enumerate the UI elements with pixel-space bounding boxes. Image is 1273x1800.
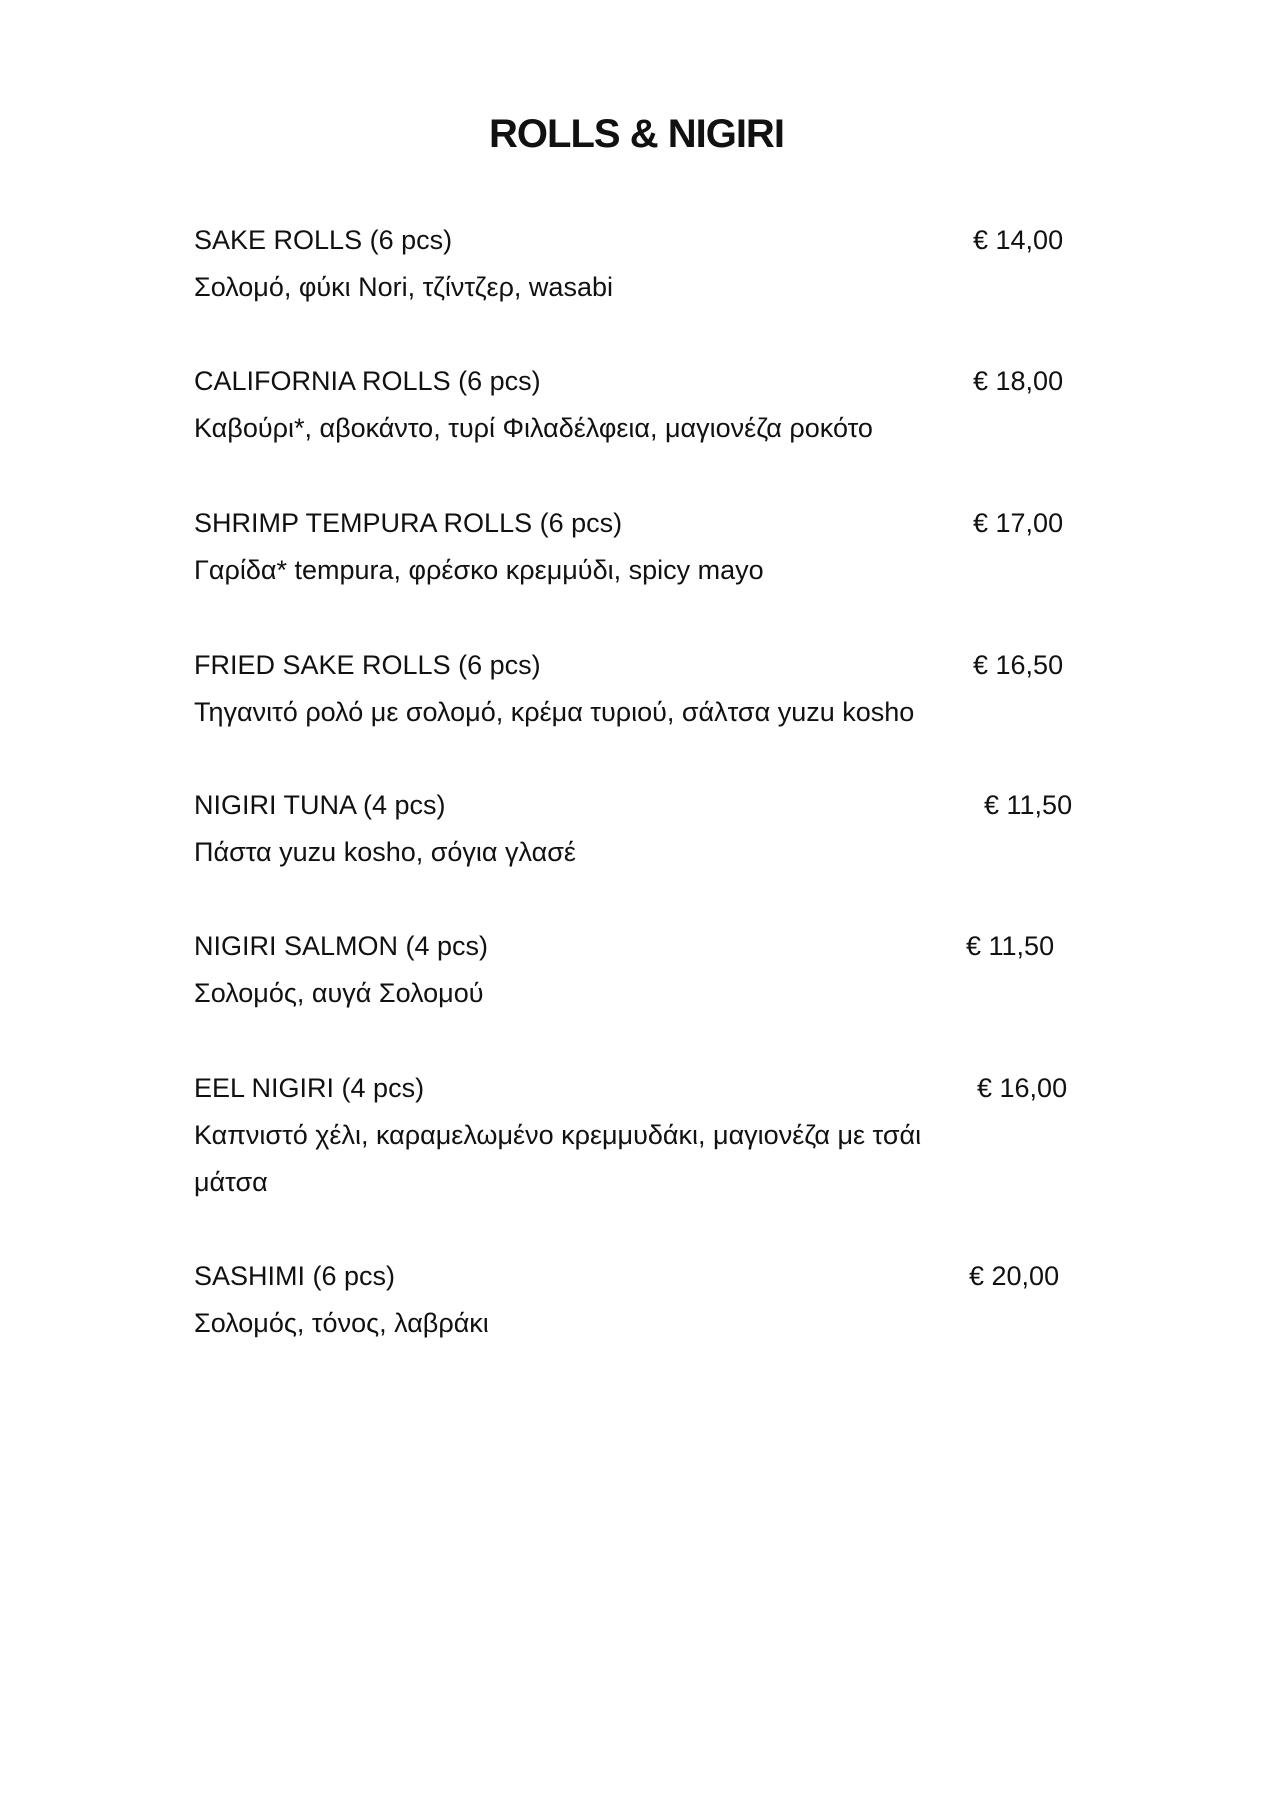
- menu-item-name: EEL NIGIRI (4 pcs): [194, 1073, 425, 1103]
- menu-item-price: € 16,00: [977, 1073, 1068, 1103]
- menu-item-description: Σολομός, αυγά Σολομού: [194, 978, 484, 1008]
- menu-item-price: € 20,00: [969, 1261, 1060, 1291]
- menu-item-description: Τηγανιτό ρολό με σολομό, κρέμα τυριού, σάλτσα yuzu kosho: [194, 697, 915, 727]
- menu-item-description: Καπνιστό χέλι, καραμελωμένο κρεμμυδάκι, μαγιονέζα με τσάι: [194, 1120, 922, 1150]
- menu-item-name: NIGIRI SALMON (4 pcs): [194, 931, 489, 961]
- menu-item-name: SAKE ROLLS (6 pcs): [194, 225, 453, 255]
- menu-item-name: NIGIRI TUNA (4 pcs): [194, 790, 446, 820]
- menu-item-description: Πάστα yuzu kosho, σόγια γλασέ: [194, 837, 576, 867]
- menu-item-price: € 17,00: [973, 508, 1064, 538]
- menu-item-description: Καβούρι*, αβοκάντο, τυρί Φιλαδέλφεια, μαγιονέζα ροκότο: [194, 413, 873, 443]
- menu-item-price: € 11,50: [984, 790, 1073, 820]
- menu-item-name: SHRIMP TEMPURA ROLLS (6 pcs): [194, 508, 623, 538]
- menu-item-price: € 16,50: [973, 650, 1064, 680]
- menu-item-price: € 18,00: [973, 366, 1064, 396]
- menu-item-description: Σολομός, τόνος, λαβράκι: [194, 1308, 489, 1338]
- menu-item-price: € 14,00: [973, 225, 1064, 255]
- menu-item-name: CALIFORNIA ROLLS (6 pcs): [194, 366, 541, 396]
- menu-item-description: Σολομό, φύκι Nori, τζίντζερ, wasabi: [194, 272, 613, 302]
- menu-item-price: € 11,50: [966, 931, 1055, 961]
- menu-item-name: SASHIMI (6 pcs): [194, 1261, 396, 1291]
- menu-item-description: Γαρίδα* tempura, φρέσκο κρεμμύδι, spicy mayo: [194, 555, 764, 585]
- menu-item-name: FRIED SAKE ROLLS (6 pcs): [194, 650, 541, 680]
- page-title: ROLLS & NIGIRI: [489, 112, 784, 156]
- menu-item-description: μάτσα: [194, 1167, 268, 1197]
